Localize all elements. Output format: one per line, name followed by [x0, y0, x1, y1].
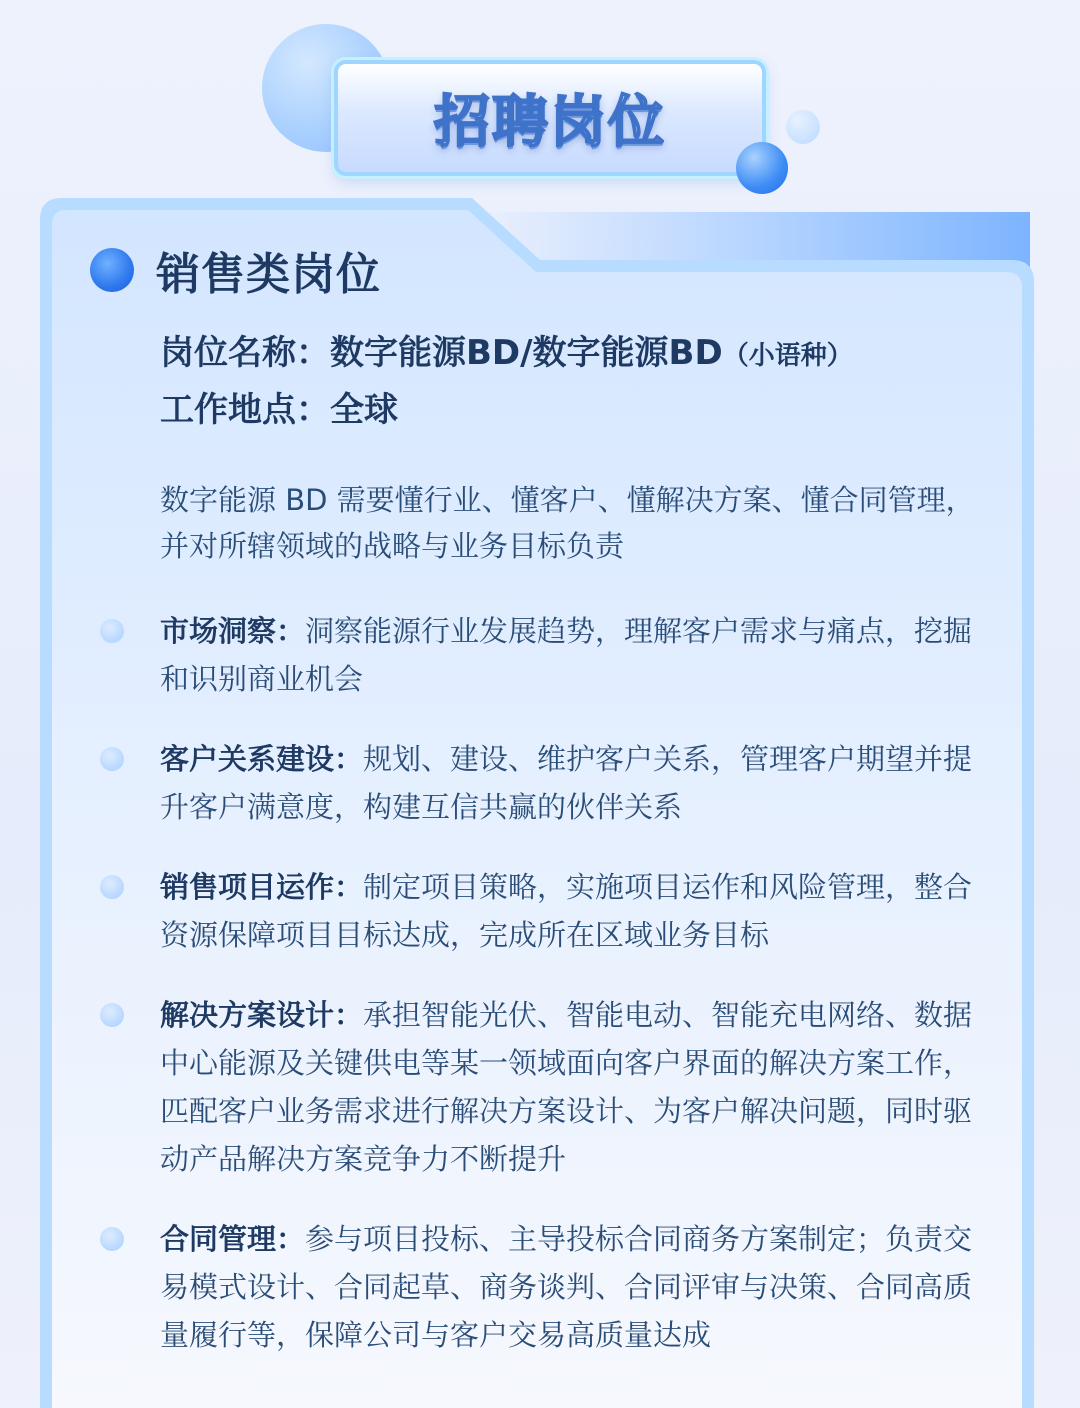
- duty-list: [90, 607, 990, 1359]
- location-line: [160, 383, 990, 437]
- duty-item-solution-design: [90, 991, 980, 1183]
- duty-item-sales-project: [90, 863, 980, 959]
- duty-text: 承担智能光伏、智能电动、智能充电网络、数据中心能源及关键供电等某一领域面向客户界面的解决方案工作，匹配客户业务需求进行解决方案设计、为客户解决问题，同时驱动产品解决方案竞争力不断提升: [160, 998, 973, 1176]
- section-header: [90, 232, 990, 308]
- position-name-line: [160, 326, 990, 383]
- section-bullet-icon: [90, 248, 134, 292]
- duty-label: 销售项目运作：: [160, 870, 364, 904]
- duty-item-contract-management: [90, 1215, 980, 1359]
- position-name-label: 岗位名称：: [160, 333, 330, 373]
- duty-text: 规划、建设、维护客户关系，管理客户期望并提升客户满意度，构建互信共赢的伙伴关系: [160, 742, 973, 824]
- location-label: 工作地点：: [160, 390, 330, 430]
- duty-label: 解决方案设计：: [160, 998, 364, 1032]
- decor-bubble-blue: [736, 142, 788, 194]
- duty-text: 参与项目投标、主导投标合同商务方案制定；负责交易模式设计、合同起草、商务谈判、合同评审与决策、合同高质量履行等，保障公司与客户交易高质量达成: [160, 1222, 973, 1352]
- duty-label: 客户关系建设：: [160, 742, 364, 776]
- location-value: 全球: [330, 390, 398, 430]
- bullet-icon: [100, 1227, 124, 1251]
- bullet-icon: [100, 747, 124, 771]
- position-name-value: 数字能源BD/数字能源BD: [330, 333, 723, 373]
- decor-bubble-small: [786, 110, 820, 144]
- duty-label: 合同管理：: [160, 1222, 306, 1256]
- bullet-icon: [100, 619, 124, 643]
- position-meta: [160, 326, 990, 437]
- position-intro: 数字能源 BD 需要懂行业、懂客户、懂解决方案、懂合同管理，并对所辖领域的战略与业务目标负责: [160, 483, 975, 563]
- position-name-suffix: （小语种）: [722, 341, 853, 371]
- duty-item-market-insight: [90, 607, 980, 703]
- title-banner: [334, 60, 766, 176]
- bullet-icon: [100, 1003, 124, 1027]
- duty-label: 市场洞察：: [160, 614, 306, 648]
- duty-text: 洞察能源行业发展趋势，理解客户需求与痛点，挖掘和识别商业机会: [160, 614, 973, 696]
- bullet-icon: [100, 875, 124, 899]
- duty-text: 制定项目策略，实施项目运作和风险管理，整合资源保障项目目标达成，完成所在区域业务目标: [160, 870, 973, 952]
- card-content: [90, 232, 990, 1391]
- section-title: 销售类岗位: [156, 249, 381, 300]
- page-title: 招聘岗位: [434, 90, 666, 155]
- duty-item-customer-relations: [90, 735, 980, 831]
